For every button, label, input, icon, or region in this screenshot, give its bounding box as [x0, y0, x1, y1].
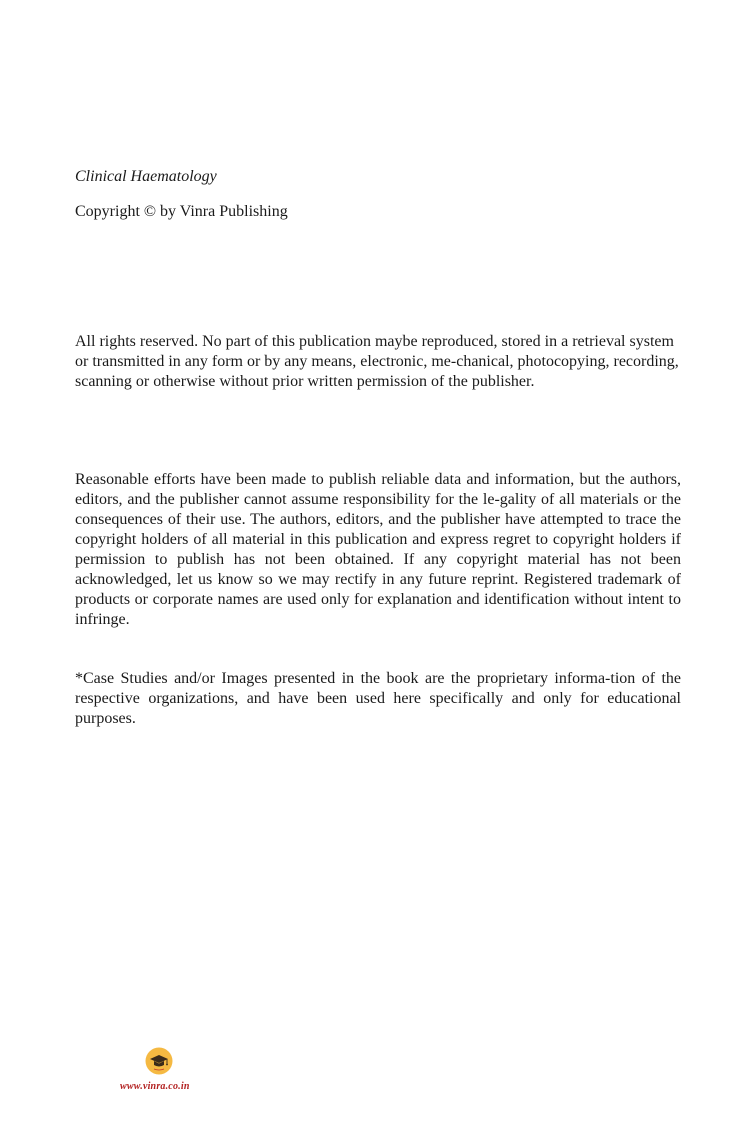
- copyright-line: Copyright © by Vinra Publishing: [75, 203, 288, 220]
- rights-paragraph: All rights reserved. No part of this publication maybe reproduced, stored in a retrieval system or transmitted in any form or by any means, electronic, me-chanical, photocopying, recording, scanning or otherwise without prior written permission of the publisher.: [75, 333, 679, 390]
- case-studies-paragraph: *Case Studies and/or Images presented in the book are the proprietary informa-tion of the respective organizations, and have been used here specifically and only for educational purposes.: [75, 670, 681, 727]
- book-title: Clinical Haematology: [75, 168, 217, 185]
- disclaimer-paragraph: Reasonable efforts have been made to publish reliable data and information, but the authors, editors, and the publisher cannot assume responsibility for the le-gality of all materials or the consequences of their use. The authors, editors, and the publisher have attempted to trace the copyright holders of all material in this publication and express regret to copyright holders if permission to publish has not been obtained. If any copyright material has not been acknowledged, let us know so we may rectify in any future reprint. Registered trademark of products or corporate names are used only for explanation and identification without intent to infringe.: [75, 471, 681, 628]
- publisher-url[interactable]: www.vinra.co.in: [120, 1081, 190, 1092]
- graduation-cap-icon: [145, 1047, 173, 1075]
